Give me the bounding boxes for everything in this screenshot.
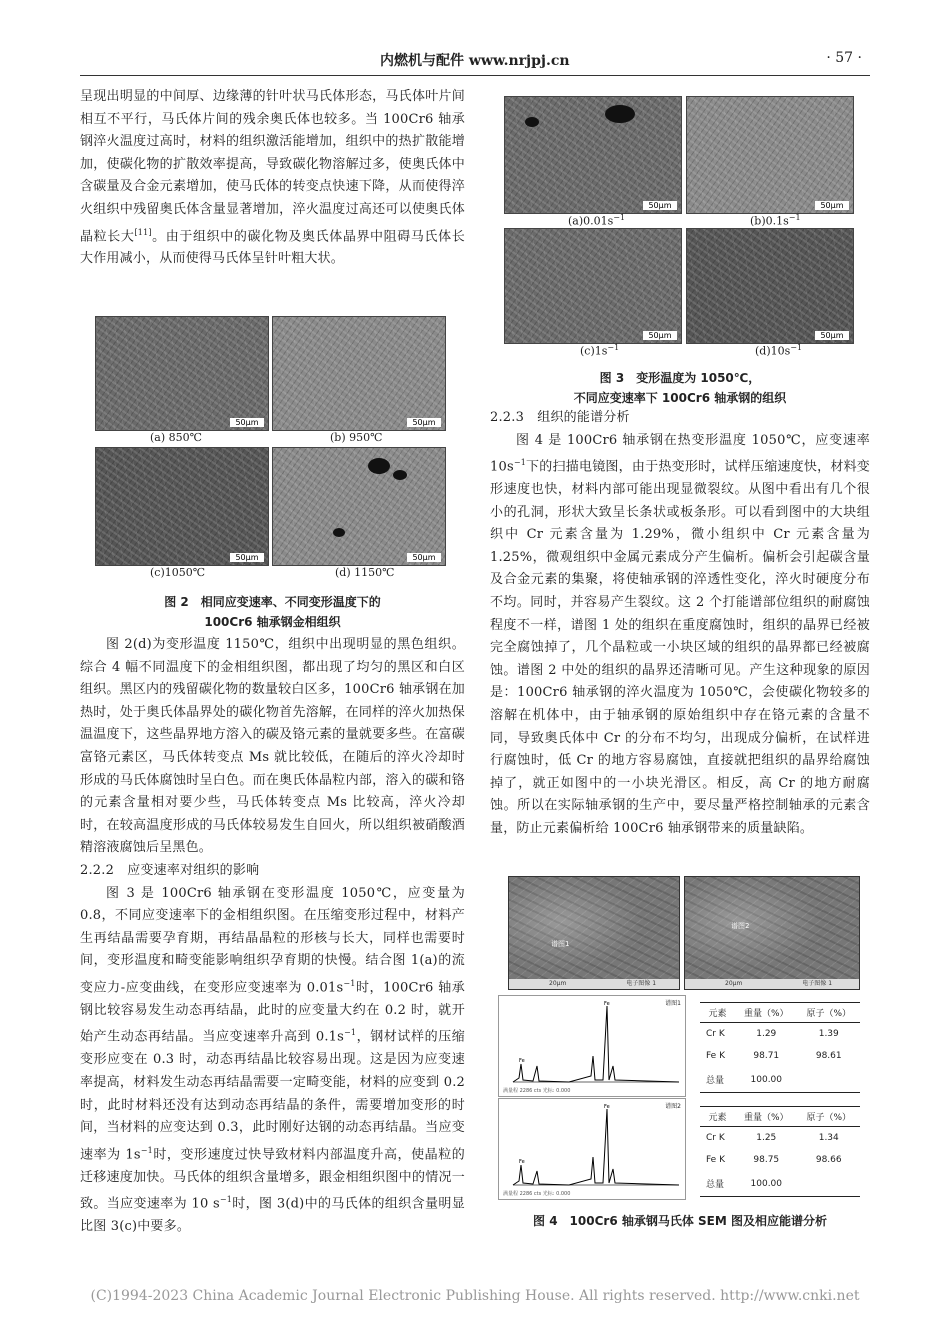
page-number: · 57 · <box>826 50 862 66</box>
right-column-text <box>490 407 870 841</box>
spectrum-2-plot <box>499 1099 685 1199</box>
left-column-bottom <box>80 634 465 1239</box>
fig3-caption-a: $(a)0.01s^{-1}$ <box>568 213 626 228</box>
scale-bar: 50μm <box>643 201 677 210</box>
scale-bar: 50μm <box>230 553 264 562</box>
fig3-title: 图 3 变形温度为 1050℃， 不同应变速率下 100Cr6 轴承钢的组织 <box>573 371 787 405</box>
fig3-caption-b: $(b)0.1s^{-1}$ <box>750 213 801 228</box>
svg-text:Fe: Fe <box>604 1001 610 1007</box>
eds-table-2: 元素 重量（%） 原子（%） Cr K 1.25 1.34 Fe K 98.75 98.66 总量 100.00 <box>700 1106 860 1197</box>
micrograph-1150 <box>272 447 446 566</box>
page-header <box>80 50 870 72</box>
table-row: Fe K 98.71 98.61 <box>706 1051 842 1061</box>
fig4-title: 图 4 100Cr6 轴承钢马氏体 SEM 图及相应能谱分析 <box>533 1214 827 1228</box>
section-heading-2-2-3: 2.2.3 组织的能谱分析 <box>490 410 630 425</box>
table-row: Cr K 1.29 1.39 <box>706 1029 839 1039</box>
micrograph-850 <box>95 316 269 431</box>
paragraph: 图 4 是 100Cr6 轴承钢在热变形温度 1050℃，应变速率 $10s^{-1}$下的扫描电镜图，由于热变形时，试样压缩速度快，材料变形速度也快，材料内部可能出现显微裂纹。从图中看出有几个很小的孔洞，形状大致呈长条状或板条形。可以看到图中的大块组织中 Cr 元素含量为 1.29%，微小组织中 Cr 元素含量为 1.25%，微观组织中金属元素成分产生偏析。偏析会引起碳含量及合金元素的集聚，将使轴承钢的淬透性变化，淬火时硬度分布不均。同时，并容易产生裂纹。这 2 个打能谱部位组织的耐腐蚀程度不一样，谱图 1 处的组织在重度腐蚀时，组织的晶界已经被完全腐蚀掉了，几个晶粒或一小块区域的组织的晶界都已经被腐蚀。谱图 2 中处的组织的晶界还清晰可见。产生这种现象的原因是：100Cr6 轴承钢的淬火温度为 1050℃，会使碳化物较多的溶解在机体中，由于轴承钢的原始组织中存在铬元素的含量不同，导致奥氏体中 Cr 的分布不均匀，出现成分偏析，在试样进行腐蚀时，低 Cr 的地方容易腐蚀，直接就把组织的晶界给腐蚀掉了，就正如图中的一小块光滑区。相反，高 Cr 的地方耐腐蚀。所以在实际轴承钢的生产中，要尽量严格控制轴承的元素含量，防止元素偏析给 100Cr6 轴承钢带来的质量缺陷。 <box>490 432 870 837</box>
fig2-caption-d: (d) 1150℃ <box>335 566 395 579</box>
micrograph-0.1s <box>686 96 854 214</box>
fig2-caption-a: (a) 850℃ <box>150 431 202 444</box>
spectrum-2: 谱图2 Fe Fe 满量程 2286 cts 光标: 0.000 <box>498 1098 686 1200</box>
micrograph-1s <box>504 228 682 344</box>
fig2-caption-b: (b) 950℃ <box>330 431 383 444</box>
paragraph: 图 2(d)为变形温度 1150℃，组织中出现明显的黑色组织。综合 4 幅不同温度下的金相组织图，都出现了均匀的黑区和白区组织。黑区内的残留碳化物的数量较白区多，100Cr6 轴承钢在加热时，处于奥氏体晶界处的碳化物首先溶解，在同样的淬火加热保温温度下，这些晶界地方溶入的碳及铬元素的量就要多些。在富碳富铬元素区，马氏体转变点 Ms 就比较低，在随后的淬火冷却时形成的马氏体腐蚀时呈白色。而在奥氏体晶粒内部，溶入的碳和铬的元素含量相对要少些，马氏体转变点 Ms 比较高，淬火冷却时，在较高温度形成的马氏体较易发生自回火，所以组织被硝酸酒精溶液腐蚀后呈黑色。 <box>80 637 465 856</box>
table-row: 总量 100.00 <box>700 1171 860 1197</box>
paragraph: 图 3 是 100Cr6 轴承钢在变形温度 1050℃，应变量为 0.8，不同应变速率下的金相组织图。在压缩变形过程中，材料产生再结晶需要孕育期，再结晶晶粒的形核与长大，同样也需要时间，变形温度和畸变能影响组织孕育期的快慢。结合图 1(a)的流变应力-应变曲线，在变形应变速率为 $0.01s^{-1}$时，100Cr6 轴承钢比较容易发生动态再结晶，此时的应变量大约在 0.2 时，就开始产生动态再结晶。当应变速率升高到 $0.1s^{-1}$，钢材试样的压缩变形应变在 0.3 时，动态再结晶比较容易出现。这是因为应变速率提高，材料发生动态再结晶需要一定畸变能，材料的应变到 0.2 时，此时材料还没有达到动态再结晶的条件，需要增加变形的时间，当材料的应变达到 0.3，此时刚好达钢的动态再结晶。当应变速率为 $1s^{-1}$时，变形速度过快导致材料内部温度升高，使晶粒的迁移速度加快。马氏体的组织含量增多，跟金相组织图中的情况一致。当应变速率为 10 $s^{-1}$时，图 3(d)中的马氏体的组织含量明显比图 3(c)中要多。 <box>80 885 465 1235</box>
table-row: Cr K 1.25 1.34 <box>706 1133 839 1143</box>
table-row: Fe K 98.75 98.66 <box>706 1155 842 1165</box>
header-rule <box>80 75 870 76</box>
scale-bar: 50μm <box>815 331 849 340</box>
svg-text:Fe: Fe <box>519 1058 525 1064</box>
sem-image-2: 谱图2 20μm 电子图像 1 <box>684 876 860 990</box>
micrograph-1050 <box>95 447 269 566</box>
micrograph-10s <box>686 228 854 344</box>
scale-bar: 50μm <box>407 553 441 562</box>
scale-bar: 50μm <box>407 418 441 427</box>
scale-bar: 50μm <box>815 201 849 210</box>
scale-bar: 50μm <box>230 418 264 427</box>
copyright-footer: (C)1994-2023 China Academic Journal Electronic Publishing House. All rights reserved. http://www.cnki.net <box>90 1288 860 1304</box>
svg-text:Fe: Fe <box>519 1159 525 1165</box>
fig3-caption-d: $(d)10s^{-1}$ <box>755 343 803 358</box>
eds-table-1: 元素 重量（%） 原子（%） Cr K 1.29 1.39 Fe K 98.71 98.61 总量 100.00 <box>700 1002 860 1093</box>
section-heading-2-2-2: 2.2.2 应变速率对组织的影响 <box>80 862 260 878</box>
micrograph-950 <box>272 316 446 431</box>
left-column-top <box>80 86 465 271</box>
sem-image-1: 谱图1 20μm 电子图像 1 <box>508 876 680 990</box>
svg-text:Fe: Fe <box>604 1104 610 1110</box>
fig3-caption-c: $(c)1s^{-1}$ <box>580 343 620 358</box>
spectrum-1: 谱图1 Fe Fe 满量程 2286 cts 光标: 0.000 <box>498 995 686 1097</box>
fig2-title: 图 2 相同应变速率、不同变形温度下的 100Cr6 轴承钢金相组织 <box>164 595 381 629</box>
paragraph: 呈现出明显的中间厚、边缘薄的针叶状马氏体形态，马氏体叶片间相互不平行，马氏体片间的残余奥氏体也较多。当 100Cr6 轴承钢淬火温度过高时，材料的组织激活能增加，组织中的热扩散能增加，使碳化物的扩散效率提高，导致碳化物溶解过多，使奥氏体中含碳量及合金元素增加，使马氏体的转变点快速下降，从而使得淬火组织中残留奥氏体含量显著增加，淬火温度过高还可以使奥氏体晶粒长大[11]。由于组织中的碳化物及奥氏体晶界中阻碍马氏体长大作用减小，从而使得马氏体呈针叶粗大状。 <box>80 89 465 267</box>
journal-title: 内燃机与配件 www.nrjpj.cn <box>380 53 570 69</box>
scale-bar: 50μm <box>643 331 677 340</box>
spectrum-1-plot <box>499 996 685 1096</box>
micrograph-0.01s <box>504 96 682 214</box>
fig2-caption-c: (c)1050℃ <box>150 566 206 579</box>
table-row: 总量 100.00 <box>700 1067 860 1093</box>
